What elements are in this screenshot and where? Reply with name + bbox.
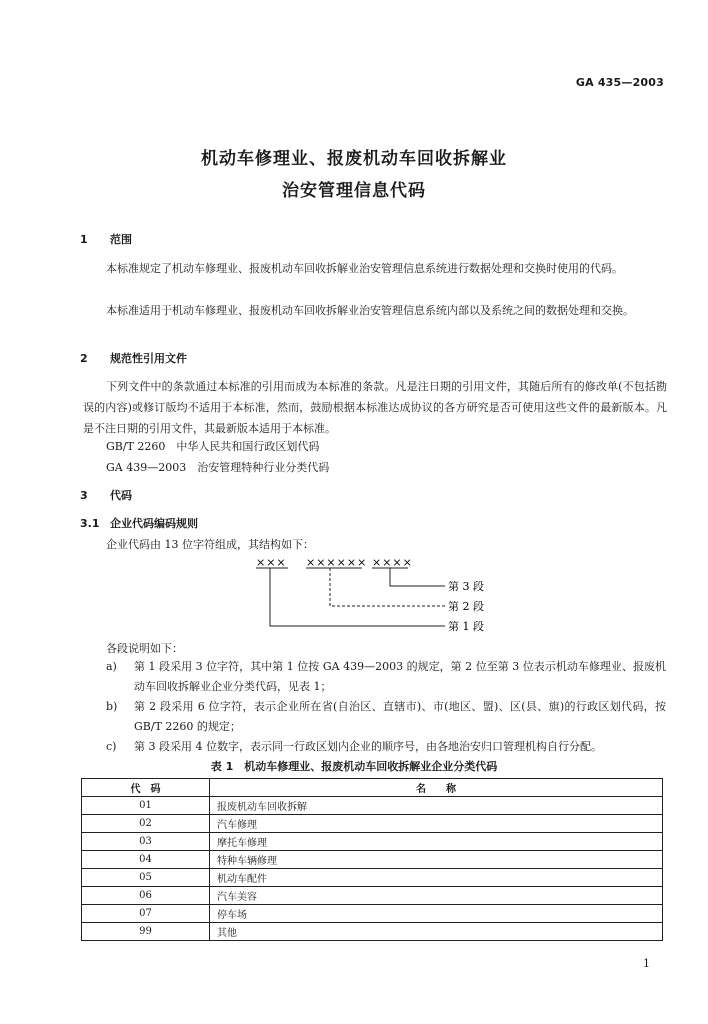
section-title: 范围	[110, 233, 132, 246]
code-structure-svg	[250, 552, 510, 642]
table-row	[82, 887, 663, 905]
list-item-a	[106, 657, 666, 697]
code-cell: 01	[82, 797, 210, 815]
section-title: 规范性引用文件	[110, 352, 187, 365]
name-cell: 特种车辆修理	[210, 851, 663, 869]
section-number: 3	[80, 489, 88, 502]
section-number: 2	[80, 352, 88, 365]
name-cell: 机动车配件	[210, 869, 663, 887]
name-cell: 停车场	[210, 905, 663, 923]
segment-1-label: 第 1 段	[448, 620, 484, 633]
list-marker: c)	[106, 740, 117, 753]
list-item-b	[106, 697, 666, 737]
name-cell: 汽车修理	[210, 815, 663, 833]
code-cell: 04	[82, 851, 210, 869]
segment-1-leader	[270, 568, 445, 626]
section-number: 1	[80, 233, 88, 246]
column-header-name: 名 称	[210, 779, 663, 797]
section-2-heading	[80, 350, 187, 366]
table-row	[82, 869, 663, 887]
table-row	[82, 851, 663, 869]
list-text: 第 3 段采用 4 位数字，表示同一行政区划内企业的顺序号，由各地治安归口管理机构自行分配。	[134, 740, 602, 753]
table-row	[82, 905, 663, 923]
table-row	[82, 815, 663, 833]
code-cell: 05	[82, 869, 210, 887]
reference-ga-439: GA 439—2003 治安管理特种行业分类代码	[106, 461, 330, 474]
table-row	[82, 923, 663, 941]
segment-1-marks: ×××	[256, 556, 287, 569]
segment-2-leader	[330, 568, 445, 606]
section-title: 代码	[110, 489, 132, 502]
name-cell: 其他	[210, 923, 663, 941]
table-caption: 表 1 机动车修理业、报废机动车回收拆解业企业分类代码	[210, 760, 498, 773]
code-cell: 02	[82, 815, 210, 833]
list-text: 第 2 段采用 6 位字符，表示企业所在省(自治区、直辖市)、市(地区、盟)、区(县、旗)的行政区划代码，按 GB/T 2260 的规定；	[134, 700, 666, 733]
list-text: 第 1 段采用 3 位字符，其中第 1 位按 GA 439—2003 的规定，第 2 位至第 3 位表示机动车修理业、报废机动车回收拆解业企业分类代码，见表 1；	[134, 660, 666, 693]
scope-paragraph-1: 本标准规定了机动车修理业、报废机动车回收拆解业治安管理信息系统进行数据处理和交换时使用的代码。	[106, 262, 623, 275]
section-3-1-heading	[80, 515, 198, 531]
segment-3-leader	[390, 568, 445, 586]
section-3-heading	[80, 487, 132, 503]
code-cell: 07	[82, 905, 210, 923]
code-cell: 99	[82, 923, 210, 941]
section-number: 3.1	[80, 517, 100, 530]
segment-2-label: 第 2 段	[448, 600, 484, 613]
table-row	[82, 797, 663, 815]
document-title-line1: 机动车修理业、报废机动车回收拆解业	[201, 149, 507, 169]
table-row	[82, 833, 663, 851]
name-cell: 摩托车修理	[210, 833, 663, 851]
list-marker: a)	[106, 660, 117, 673]
name-cell: 汽车美容	[210, 887, 663, 905]
scope-paragraph-2: 本标准适用于机动车修理业、报废机动车回收拆解业治安管理信息系统内部以及系统之间的数据处理和交换。	[106, 304, 634, 317]
section-title: 企业代码编码规则	[110, 517, 198, 530]
code-cell: 03	[82, 833, 210, 851]
code-cell: 06	[82, 887, 210, 905]
section-1-heading	[80, 231, 132, 247]
segment-3-marks: ××××	[372, 556, 413, 569]
column-header-code: 代 码	[82, 779, 210, 797]
reference-gb-t-2260: GB/T 2260 中华人民共和国行政区划代码	[106, 440, 320, 453]
page-number: 1	[643, 957, 650, 970]
list-item-c	[106, 737, 666, 757]
segment-2-marks: ××××××	[306, 556, 368, 569]
standard-number: GA 435—2003	[575, 76, 664, 89]
normative-references-paragraph: 下列文件中的条款通过本标准的引用而成为本标准的条款。凡是注日期的引用文件，其随后所有的修改单(不包括勘误的内容)或修订版均不适用于本标准，然而，鼓励根据本标准达成协议的各方研究是否可使用这些文件的最新版本。凡是不注日期的引用文件，其最新版本适用于本标准。	[83, 380, 667, 435]
segment-3-label: 第 3 段	[448, 580, 484, 593]
code-structure-intro: 企业代码由 13 位字符组成，其结构如下：	[106, 538, 314, 551]
list-marker: b)	[106, 700, 118, 713]
document-title-line2: 治安管理信息代码	[282, 181, 426, 201]
table-header-row	[82, 779, 663, 797]
code-structure-diagram	[250, 552, 510, 642]
segments-intro: 各段说明如下：	[106, 642, 183, 655]
classification-code-table	[81, 778, 663, 941]
name-cell: 报废机动车回收拆解	[210, 797, 663, 815]
